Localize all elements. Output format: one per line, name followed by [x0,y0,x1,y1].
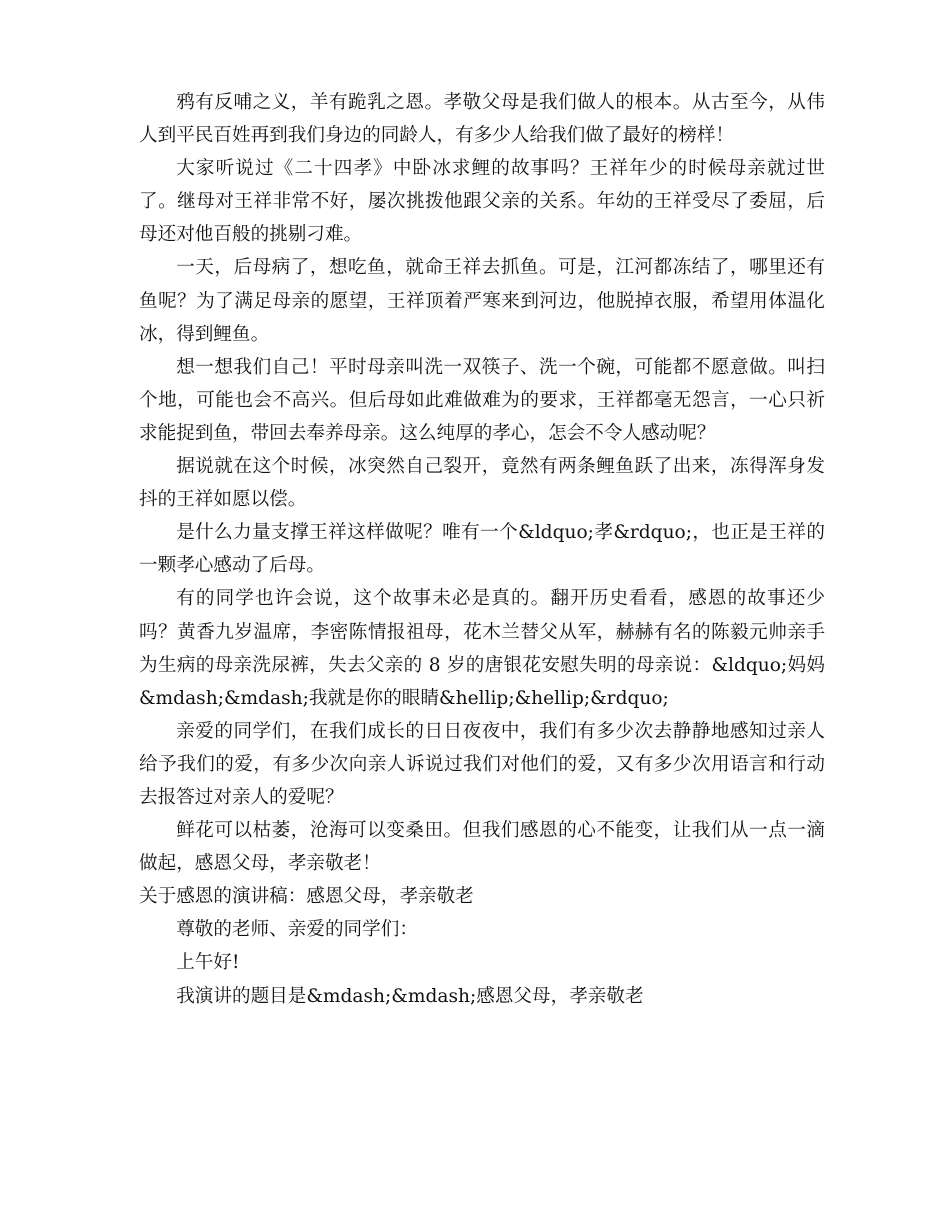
paragraph-story-intro: 大家听说过《二十四孝》中卧冰求鲤的故事吗？王祥年少的时候母亲就过世了。继母对王祥非常不好，屡次挑拨他跟父亲的关系。年幼的王祥受尽了委屈，后母还对他百般的挑剔刁难。 [139,158,825,246]
section-title: 关于感恩的演讲稿：感恩父母，孝亲敬老 [139,886,474,908]
speech-salutation: 上午好! [176,952,240,974]
paragraph-filial-piety: 是什么力量支撑王祥这样做呢？唯有一个&ldquo;孝&rdquo;，也正是王祥的一颗孝心感动了后母。 [139,522,825,577]
paragraph-miracle: 据说就在这个时候，冰突然自己裂开，竟然有两条鲤鱼跃了出来，冻得浑身发抖的王祥如愿以偿。 [139,456,825,511]
paragraph-history: 有的同学也许会说，这个故事未必是真的。翻开历史看看，感恩的故事还少吗？黄香九岁温席，李密陈情报祖母，花木兰替父从军，赫赫有名的陈毅元帅亲手为生病的母亲洗尿裤，失去父亲的 8 岁的唐银花安慰失明的母亲说：&ldquo;妈妈&mdash;&mdash;我就是你的眼睛&hellip;&hellip;&rdquo; [139,588,825,709]
paragraph-fishing: 一天，后母病了，想吃鱼，就命王祥去抓鱼。可是，江河都冻结了，哪里还有鱼呢？为了满足母亲的愿望，王祥顶着严寒来到河边，他脱掉衣服，希望用体温化冰，得到鲤鱼。 [139,257,825,345]
paragraph-intro: 鸦有反哺之义，羊有跪乳之恩。孝敬父母是我们做人的根本。从古至今，从伟人到平民百姓再到我们身边的同龄人，有多少人给我们做了最好的榜样！ [139,92,825,147]
paragraph-reflection: 想一想我们自己！平时母亲叫洗一双筷子、洗一个碗，可能都不愿意做。叫扫个地，可能也会不高兴。但后母如此难做难为的要求，王祥都毫无怨言，一心只祈求能捉到鱼，带回去奉养母亲。这么纯厚的孝心，怎会不令人感动呢？ [139,356,825,444]
paragraph-question: 亲爱的同学们，在我们成长的日日夜夜中，我们有多少次去静静地感知过亲人给予我们的爱，有多少次向亲人诉说过我们对他们的爱，又有多少次用语言和行动去报答过对亲人的爱呢？ [139,720,825,808]
paragraph-closing: 鲜花可以枯萎，沧海可以变桑田。但我们感恩的心不能变，让我们从一点一滴做起，感恩父母，孝亲敬老！ [139,820,825,875]
document-body [139,86,825,1013]
speech-topic-line: 我演讲的题目是&mdash;&mdash;感恩父母，孝亲敬老 [176,985,644,1007]
speech-greeting: 尊敬的老师、亲爱的同学们： [176,919,418,941]
